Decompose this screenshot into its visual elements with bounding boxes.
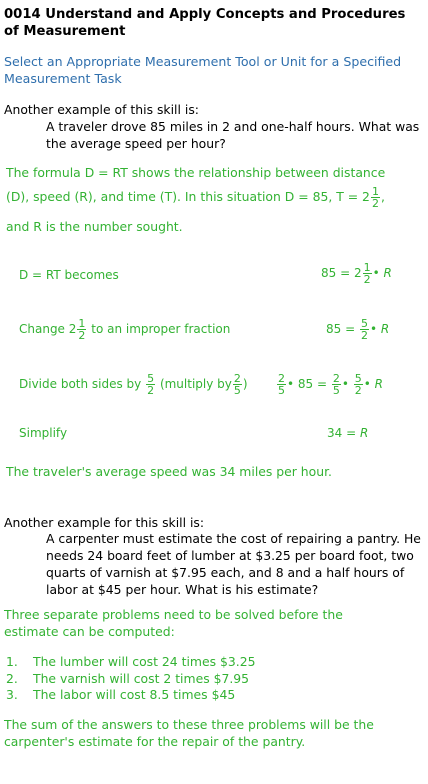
formula-line-2: (D), speed (R), and time (T). In this situation D = 85, T = 2 $\frac{1}{2}$ , (6, 185, 385, 210)
formula-line-2-text: (D), speed (R), and time (T). In this situation D = 85, T = 2 (6, 189, 370, 204)
fraction-two-fifths: $\frac{2}{5}$ (278, 372, 285, 397)
fraction-two-fifths: $\frac{2}{5}$ (332, 372, 340, 397)
example2-lead: Three separate problems need to be solved before the estimate can be computed: (4, 607, 343, 639)
fraction-five-halves: $\frac{5}{2}$ (147, 372, 155, 397)
fraction-five-halves: $\frac{5}{2}$ (360, 317, 368, 342)
example2-intro: Another example for this skill is: (4, 515, 205, 530)
step-4-label: Simplify (19, 426, 68, 440)
step-1-label: D = RT becomes (19, 268, 119, 282)
example2-conclusion: The sum of the answers to these three problems will be the carpenter's estimate for the repair of the pantry. (4, 717, 374, 749)
fraction-five-halves: $\frac{5}{2}$ (354, 372, 362, 397)
step-3-label: Divide both sides by $\frac{5}{2}$ (multiply by $\frac{2}{5}$ ) (19, 372, 248, 397)
formula-line-3: and R is the number sought. (6, 219, 183, 234)
list-item: 3. The labor will cost 8.5 times $45 (6, 687, 236, 702)
fraction-one-half: $\frac{1}{2}$ (371, 185, 379, 210)
example1-conclusion: The traveler's average speed was 34 miles per hour. (6, 464, 332, 479)
example1-problem: A traveler drove 85 miles in 2 and one-half hours. What was the average speed per hour? (46, 119, 420, 151)
example1-intro: Another example of this skill is: (4, 102, 199, 117)
formula-line-1: The formula D = RT shows the relationship between distance (6, 165, 386, 180)
step-3-equation: $\frac{2}{5}$ • 85 = $\frac{2}{5}$ • $\frac{5}{2}$ • R (278, 372, 384, 397)
page-title: 0014 Understand and Apply Concepts and Procedures of Measurement (4, 7, 406, 39)
step-2-equation: 85 = $\frac{5}{2}$ • R (326, 317, 390, 342)
example2-problem: A carpenter must estimate the cost of repairing a pantry. He needs 24 board feet of lumber at $3.25 per board foot, two quarts of varnish at $7.95 each, and 8 and a half hours of labor at $45 per hour. What is his estimate? (46, 531, 421, 597)
list-item: 1. The lumber will cost 24 times $3.25 (6, 654, 256, 669)
step-2-label: Change 2 $\frac{1}{2}$ to an improper fraction (19, 317, 231, 342)
list-item: 2. The varnish will cost 2 times $7.95 (6, 671, 250, 686)
page-subtitle: Select an Appropriate Measurement Tool or Unit for a Specified Measurement Task (4, 54, 402, 86)
step-4-equation: 34 = R (327, 426, 369, 440)
fraction-one-half: $\frac{1}{2}$ (78, 317, 86, 342)
fraction-one-half: $\frac{1}{2}$ (363, 261, 371, 286)
fraction-two-fifths: $\frac{2}{5}$ (233, 372, 241, 397)
step-1-equation: 85 = 2 $\frac{1}{2}$ • R (321, 261, 392, 286)
